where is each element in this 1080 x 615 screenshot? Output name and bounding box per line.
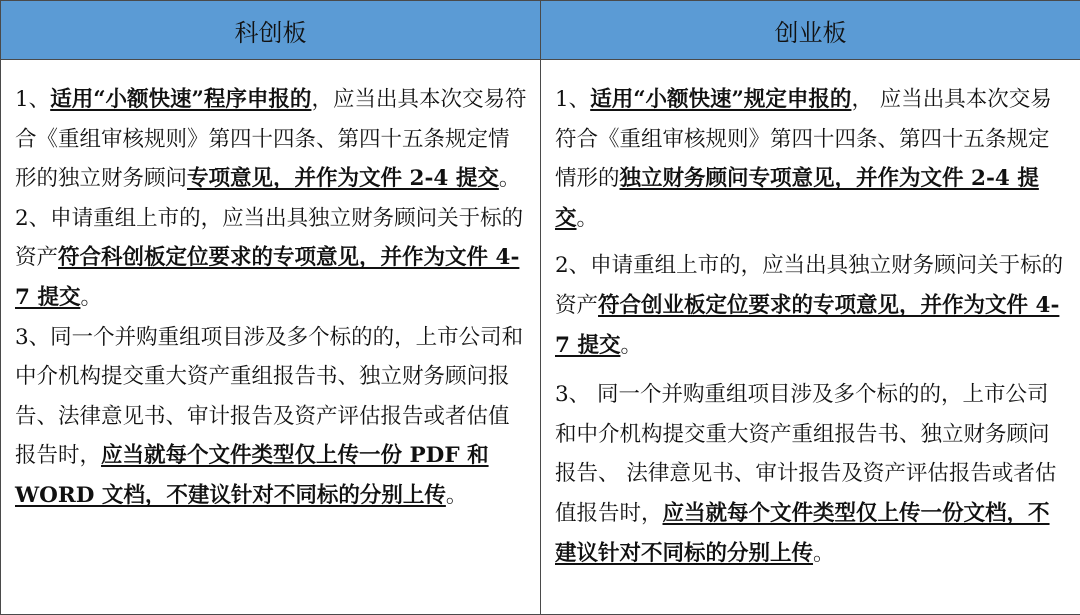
star-market-cell — [1, 60, 541, 615]
right-item-3 — [555, 375, 1068, 573]
right-item-2-text: 2、申请重组上市的，应当出具独立财务顾问关于标的资产 — [555, 253, 1064, 318]
left-item-3-end: 。 — [445, 482, 468, 508]
right-item-3-text: 3、 同一个并购重组项目涉及多个标的的，上市公司和中介机构提交重大资产重组报告书、独立财务顾问报告、 法律意见书、审计报告及资产评估报告或者估值报告时， — [555, 382, 1057, 526]
header-row — [1, 1, 1080, 60]
right-item-2 — [555, 246, 1068, 365]
right-item-3-end: 。 — [813, 540, 835, 566]
left-item-1-emphasis-b: 专项意见，并作为文件 2-4 提交 — [187, 166, 499, 192]
left-item-2-emphasis: 符合科创板定位要求的专项意见，并作为文件 4-7 提交 — [15, 245, 520, 310]
header-star-market: 科创板 — [1, 1, 541, 60]
right-item-1-end: 。 — [576, 205, 599, 231]
left-item-3-emphasis: 应当就每个文件类型仅上传一份 PDF 和 WORD 文档，不建议针对不同标的分别上传 — [15, 443, 489, 508]
left-item-1-text: ，应当出具本次交易符合《重组审核规则》第四十四条、第四十五条规定情形的独立财务顾问 — [15, 87, 527, 192]
left-item-3-text: 3、同一个并购重组项目涉及多个标的的，上市公司和中介机构提交重大资产重组报告书、独立财务顾问报告、法律意见书、审计报告及资产评估报告或者估值报告时， — [15, 324, 524, 469]
right-item-3-emphasis: 应当就每个文件类型仅上传一份文档，不建议针对不同标的分别上传 — [555, 500, 1050, 566]
right-item-1 — [555, 80, 1068, 238]
right-item-2-emphasis: 符合创业板定位要求的专项意见，并作为文件 4-7 提交 — [555, 292, 1060, 358]
right-item-1-text: ， 应当出具本次交易符合《重组审核规则》第四十四条、第四十五条规定情形的 — [555, 87, 1052, 192]
right-item-2-end: 。 — [620, 332, 642, 358]
left-item-2 — [15, 199, 528, 318]
header-chinext: 创业板 — [541, 1, 1080, 60]
right-item-1-emphasis-b: 独立财务顾问专项意见，并作为文件 2-4 提交 — [555, 166, 1039, 231]
left-item-2-end: 。 — [80, 284, 102, 310]
content-row — [1, 60, 1080, 615]
chinext-cell — [541, 60, 1080, 615]
right-item-1-emphasis-a: 适用“小额快速”规定申报的 — [590, 87, 852, 112]
right-item-1-prefix: 1、 — [555, 87, 591, 112]
left-item-2-text: 2、申请重组上市的，应当出具独立财务顾问关于标的资产 — [15, 205, 524, 271]
left-item-1 — [15, 80, 528, 199]
left-item-1-end: 。 — [498, 166, 521, 192]
left-item-1-prefix: 1、 — [15, 87, 51, 112]
left-item-1-emphasis-a: 适用“小额快速”程序申报的 — [50, 87, 312, 112]
left-item-3 — [15, 318, 528, 516]
